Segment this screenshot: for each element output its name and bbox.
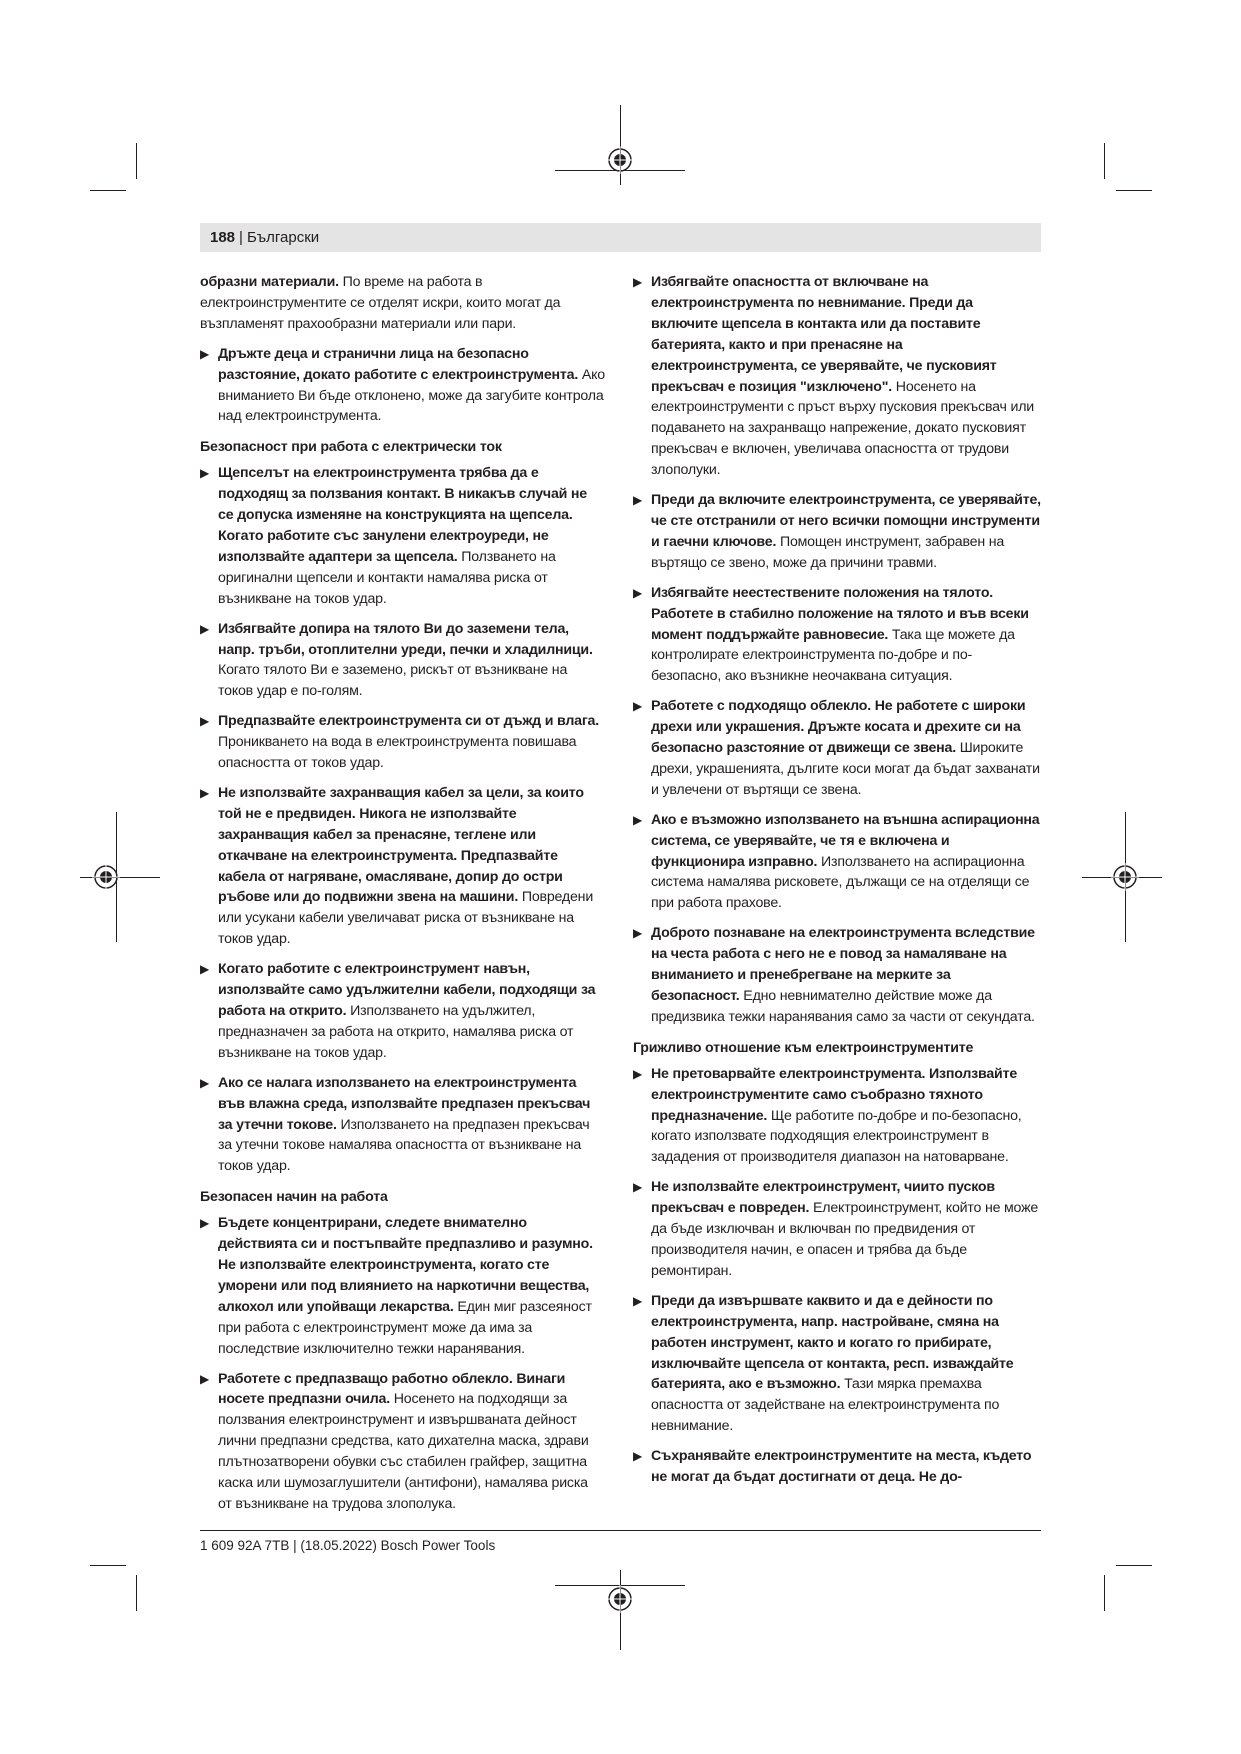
- bullet-arrow-icon: ▶: [200, 714, 210, 729]
- registration-target-icon: [1111, 863, 1139, 891]
- item-text: Един миг разсеяност при работа с електроинструмент може да има за последствие изключително тежки наранявания.: [218, 1298, 592, 1357]
- item-text: Така ще можете да контролирате електроинструмента по-добре и по-безопасно, ако възникне неочаквана ситуация.: [651, 626, 1015, 685]
- list-item: [633, 696, 1041, 801]
- registration-target-icon: [606, 146, 634, 174]
- bullet-arrow-icon: ▶: [633, 1449, 643, 1464]
- list-item: [200, 1073, 605, 1178]
- item-text: Проникването на вода в електроинструмента повишава опасността от токов удар.: [218, 734, 577, 772]
- item-text: Използването на предпазен прекъсвач за утечни токове намалява опасността от възникване на токов удар.: [218, 1116, 590, 1175]
- bullet-arrow-icon: ▶: [633, 699, 643, 714]
- item-text: Помощен инструмент, забравен на въртящо се звено, може да причини травми.: [651, 533, 1005, 571]
- item-bold: Избягвайте неестествените положения на тялото. Работете в стабилно положение на тялото и във всеки момент поддържайте равновесие.: [651, 584, 1029, 643]
- list-item: [633, 1446, 1041, 1488]
- item-bold: Избягвайте допира на тялото Ви до заземени тела, напр. тръби, отоплителни уреди, печки и хладилници.: [218, 620, 593, 658]
- bullet-arrow-icon: ▶: [200, 1216, 210, 1231]
- item-text: Ще работите по-добре и по-безопасно, когато използвате подходящия електроинструмент в зададения от производителя диапазон на натоварване.: [651, 1107, 1022, 1166]
- section-heading-work: Безопасен начин на работа: [200, 1189, 388, 1206]
- list-item: [200, 619, 605, 703]
- list-item: [200, 783, 605, 950]
- page-footer: 1 609 92A 7TB | (18.05.2022) Bosch Power Tools: [200, 1538, 496, 1553]
- item-bold: Когато работите с електроинструмент навън, използвайте само удължителни кабели, подходящи за работа на открито.: [218, 961, 596, 1019]
- bullet-arrow-icon: ▶: [200, 785, 210, 800]
- item-bold: Доброто познаване на електроинструмента вследствие на честа работа с него не е повод за намаляване на вниманието и пренебрегване на мерките за безопасност.: [651, 925, 1035, 1004]
- item-text: Тази мярка премахва опасността от задействане на електроинструмента по невнимание.: [651, 1376, 1000, 1435]
- item-bold: Работете с предпазващо работно облекло. Винаги носете предпазни очила.: [218, 1370, 566, 1408]
- item-text: Електроинструмент, който не може да бъде изключван и включван по предвидения от производителя начин, е опасен и трябва да бъде ремонтиран.: [651, 1200, 1039, 1279]
- item-text: Носенето на подходящи за ползвания електроинструмент и извършваната дейност лични предпазни средства, като дихателна маска, здрави плътнозатворени обувки със стабилен грайфер, защитна каска или шумозаглушители (антифони), намалява риска от възникване на трудова злополука.: [218, 1391, 589, 1512]
- item-text: Носенето на електроинструменти с пръст върху пусковия прекъсвач или подаването на захранващо напрежение, докато пусковият прекъсвач е включен, увеличава опасността от трудови злополуки.: [651, 378, 1034, 479]
- bullet-arrow-icon: ▶: [633, 812, 643, 827]
- list-item: [633, 490, 1041, 574]
- item-text: Когато тялото Ви е заземено, рискът от възникване на токов удар е по-голям.: [218, 662, 568, 700]
- item-bold: Щепселът на електроинструмента трябва да е подходящ за ползвания контакт. В никакъв случай не се допуска изменяне на конструкцията на щепсела. Когато работите със занулени електроуреди, не използвайте адаптери за щепсела.: [218, 465, 587, 565]
- bullet-arrow-icon: ▶: [633, 926, 643, 941]
- item-bold: Работете с подходящо облекло. Не работете с широки дрехи или украшения. Дръжте косата и дрехите си на безопасно разстояние от движещи се звена.: [651, 698, 1026, 757]
- item-text: Използването на аспирационна система намалява рисковете, дължащи се на отделящи се при работа прахове.: [651, 853, 1030, 912]
- bullet-arrow-icon: ▶: [633, 1293, 643, 1308]
- item-text: Широките дрехи, украшенията, дългите коси могат да бъдат захванати и увлечени от въртящи се звена.: [651, 740, 1040, 798]
- item-text: Едно невнимателно действие може да предизвика тежки наранявания само за части от секундата.: [651, 988, 1035, 1025]
- item-bold: Не претоварвайте електроинструмента. Използвайте електроинструментите само съобразно тяхното предназначение.: [651, 1065, 1018, 1124]
- item-bold: Ако е възможно използването на външна аспирационна система, се уверявайте, че тя е включена и функционира изправно.: [651, 811, 1040, 870]
- item-text: Повредени или усукани кабели увеличават риска от възникване на токов удар.: [218, 889, 594, 948]
- left-column: [200, 272, 605, 1524]
- right-column: [633, 272, 1041, 1497]
- registration-target-icon: [606, 1585, 634, 1613]
- page-number: 188: [210, 229, 236, 246]
- bullet-arrow-icon: ▶: [633, 493, 643, 508]
- item-bold: Избягвайте опасността от включване на електроинструмента по невнимание. Преди да включите щепсела в контакта или да поставите батерията, както и при пренасяне на електроинструмента, се уверявайте, че пусковият прекъсвач е позиция "изключено".: [651, 274, 997, 395]
- list-item: [200, 1369, 605, 1515]
- registration-target-icon: [92, 863, 120, 891]
- bullet-arrow-icon: ▶: [200, 962, 210, 977]
- list-item: [633, 583, 1041, 688]
- item-bold: Дръжте деца и странични лица на безопасно разстояние, докато работите с електроинструмента.: [218, 345, 579, 383]
- item-bold: Не използвайте захранващия кабел за цели, за които той не е предвиден. Никога не използвайте захранващия кабел за пренасяне, теглене или откачване на електроинструмента. Предпазвайте кабела от нагряване, омасляване, допир до остри ръбове или до подвижни звена на машини.: [218, 784, 584, 906]
- item-bold: Преди да включите електроинструмента, се уверявайте, че сте отстранили от него всички помощни инструменти и гаечни ключове.: [651, 492, 1041, 550]
- crop-mark: [90, 1565, 126, 1566]
- footer-rule: [200, 1530, 1041, 1531]
- list-item: [200, 463, 605, 609]
- list-item: [200, 959, 605, 1064]
- list-item: [200, 344, 605, 428]
- crop-mark: [136, 143, 137, 179]
- section-heading-electric: Безопасност при работа с електрически ток: [200, 439, 502, 456]
- crop-mark: [1116, 190, 1152, 191]
- intro-text: По време на работа в електроинструментите се отделят искри, които могат да възпламенят прахообразни материали или пари.: [200, 274, 561, 332]
- bullet-arrow-icon: ▶: [200, 1371, 210, 1386]
- header-language: Български: [246, 229, 320, 246]
- item-bold: Съхранявайте електроинструментите на места, където не могат да бъдат достигнати от деца. Не до-: [651, 1448, 1032, 1486]
- bullet-arrow-icon: ▶: [200, 466, 210, 481]
- list-item: [633, 810, 1041, 915]
- bullet-arrow-icon: ▶: [200, 346, 210, 361]
- list-item: [633, 272, 1041, 481]
- item-text: Ползването на оригинални щепсели и контакти намалява риска от възникване на токов удар.: [218, 548, 556, 607]
- list-item: [200, 1213, 605, 1359]
- section-heading-care: Грижливо отношение към електроинструментите: [633, 1039, 974, 1056]
- item-bold: Бъдете концентрирани, следете внимателно действията си и постъпвайте предпазливо и разумно. Не използвайте електроинструмента, когато сте уморени или под влиянието на наркотични вещества, алкохол или упойващи лекарства.: [218, 1215, 593, 1315]
- bullet-arrow-icon: ▶: [633, 1180, 643, 1195]
- bullet-arrow-icon: ▶: [200, 1075, 210, 1090]
- list-item: [633, 1064, 1041, 1169]
- list-item: [633, 923, 1041, 1028]
- intro-paragraph: [200, 272, 605, 335]
- list-item: [633, 1177, 1041, 1282]
- bullet-arrow-icon: ▶: [633, 585, 643, 600]
- list-item: [200, 711, 605, 774]
- bullet-arrow-icon: ▶: [200, 621, 210, 636]
- crop-mark: [136, 1575, 137, 1611]
- crop-mark: [1104, 143, 1105, 179]
- item-text: Използването на удължител, предназначен за работа на открито, намалява риска от възникване на токов удар.: [218, 1003, 574, 1061]
- list-item: [633, 1291, 1041, 1437]
- header-separator: |: [239, 229, 243, 246]
- item-bold: Ако се налага използването на електроинструмента във влажна среда, използвайте предпазен прекъсвач за утечни токове.: [218, 1074, 591, 1133]
- intro-bold: образни материали.: [200, 274, 339, 290]
- bullet-arrow-icon: ▶: [633, 275, 643, 289]
- crop-mark: [1116, 1565, 1152, 1566]
- crop-mark: [1104, 1575, 1105, 1611]
- item-bold: Не използвайте електроинструмент, чиито пусков прекъсвач е повреден.: [651, 1179, 995, 1217]
- page-header: [200, 223, 1041, 252]
- bullet-arrow-icon: ▶: [633, 1066, 643, 1081]
- item-text: Ако вниманието Ви бъде отклонено, може да загубите контрола над електроинструмента.: [218, 366, 605, 425]
- crop-mark: [90, 190, 126, 191]
- item-bold: Преди да извършвате каквито и да е дейности по електроинструмента, напр. настройване, смяна на работен инструмент, както и когато го прибирате, изключвайте щепсела от контакта, респ. изваждайте батерията, ако е възможно.: [651, 1292, 1014, 1393]
- item-bold: Предпазвайте електроинструмента си от дъжд и влага.: [218, 713, 599, 730]
